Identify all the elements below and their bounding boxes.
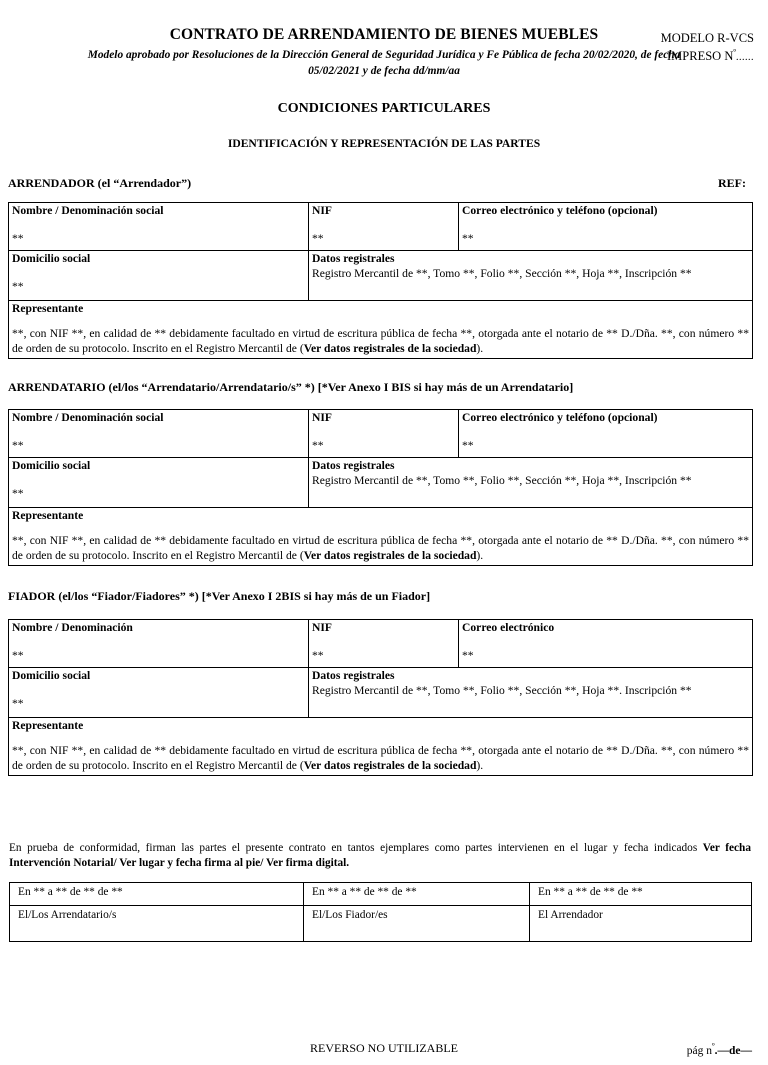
arrendador-registrales-cell (309, 251, 753, 301)
arrendador-name-value[interactable]: ** (12, 231, 24, 245)
arrendatario-email-value[interactable]: ** (462, 438, 474, 452)
fiador-table (8, 619, 753, 776)
arrendatario-heading-row (0, 380, 768, 395)
arrendatario-table (8, 409, 753, 566)
signature-date-arrendador[interactable]: En ** a ** de ** de ** (530, 883, 752, 906)
table-row (9, 717, 753, 775)
arrendador-nif-label: NIF (312, 204, 332, 217)
closing-text-normal: En prueba de conformidad, firman las partes el presente contrato en tantos ejemplares como partes intervienen en el lugar y fecha indicados (9, 841, 703, 854)
arrendador-nif-cell (309, 203, 459, 251)
signature-date-fiador[interactable]: En ** a ** de ** de ** (304, 883, 530, 906)
document-page (0, 26, 768, 1065)
rep-text-part1: **, con NIF **, en calidad de ** debidamente facultado en virtud de escritura pública de fecha **, otorgada ante el notario de ** D./Dña. **, con número ** de orden de su protocolo. Inscrito en el Registro Mercantil de ( (12, 533, 749, 562)
impreso-label: IMPRESO N (667, 48, 734, 63)
table-row (9, 409, 753, 457)
footer-page-rest: .—de— (714, 1044, 752, 1057)
fiador-name-cell (9, 619, 309, 667)
fiador-registrales-cell (309, 667, 753, 717)
closing-text-bold: Ver fecha Intervención Notarial/ Ver lugar y fecha firma al pie/ Ver firma digital. (9, 841, 751, 870)
fiador-nif-cell (309, 619, 459, 667)
fiador-domicilio-cell (9, 667, 309, 717)
arrendador-email-value[interactable]: ** (462, 231, 474, 245)
arrendador-heading-row (0, 176, 768, 191)
rep-text-part2: ). (476, 548, 484, 562)
footer-page-number (687, 1041, 752, 1057)
fiador-heading: FIADOR (el/los “Fiador/Fiadores” *) [*Ver Anexo I 2BIS si hay más de un Fiador] (8, 588, 431, 603)
arrendador-table (8, 202, 753, 359)
signature-name-arrendador: El Arrendador (530, 906, 752, 942)
arrendador-registrales-value[interactable]: Registro Mercantil de **, Tomo **, Folio **, Sección **, Hoja **, Inscripción ** (312, 266, 692, 280)
signature-date-arrendatario[interactable]: En ** a ** de ** de ** (10, 883, 304, 906)
footer-page-label: pág n (686, 1044, 712, 1057)
arrendador-name-label: Nombre / Denominación social (12, 204, 164, 217)
arrendatario-domicilio-value[interactable]: ** (12, 486, 24, 500)
fiador-domicilio-label: Domicilio social (12, 668, 91, 682)
fiador-representante-text[interactable] (12, 743, 749, 773)
table-row (9, 251, 753, 301)
document-subtitle: Modelo aprobado por Resoluciones de la Dirección General de Seguridad Jurídica y Fe Pública de fecha 20/02/2020, de fecha 05/02/2021 y de fecha dd/mm/aa (87, 49, 681, 77)
fiador-nif-label: NIF (312, 620, 332, 634)
arrendatario-nif-label: NIF (312, 410, 332, 424)
impreso-ordinal: º (733, 46, 736, 57)
fiador-representante-cell (9, 717, 753, 775)
arrendatario-registrales-cell (309, 457, 753, 507)
arrendatario-nif-value[interactable]: ** (312, 438, 324, 452)
rep-text-part1: **, con NIF **, en calidad de ** debidamente facultado en virtud de escritura pública de fecha **, otorgada ante el notario de ** D./Dña. **, con número ** de orden de su protocolo. Inscrito en el Registro Mercantil de ( (12, 743, 749, 772)
arrendatario-domicilio-cell (9, 457, 309, 507)
rep-text-part2: ). (476, 341, 484, 355)
rep-text-part2: ). (476, 758, 484, 772)
arrendatario-domicilio-label: Domicilio social (12, 458, 91, 472)
fiador-domicilio-value[interactable]: ** (12, 696, 24, 710)
table-row (9, 667, 753, 717)
signature-names-row (10, 906, 752, 942)
signature-dates-row (10, 883, 752, 906)
footer-page-ordinal: º (711, 1041, 715, 1051)
modelo-code: MODELO R-VCS (660, 31, 754, 45)
fiador-email-label: Correo electrónico (462, 620, 555, 634)
impreso-dots: ...... (736, 51, 754, 63)
table-row (9, 457, 753, 507)
arrendatario-email-label: Correo electrónico y teléfono (opcional) (462, 410, 658, 424)
impreso-number (661, 47, 754, 65)
arrendatario-email-cell (459, 409, 753, 457)
fiador-representante-label: Representante (12, 718, 84, 732)
rep-text-part1: **, con NIF **, en calidad de ** debidamente facultado en virtud de escritura pública de fecha **, otorgada ante el notario de ** D./Dña. **, con número ** de orden de su protocolo. Inscrito en el Registro Mercantil de ( (12, 326, 749, 355)
arrendatario-registrales-label: Datos registrales (312, 458, 395, 472)
table-row (9, 619, 753, 667)
fiador-name-value[interactable]: ** (12, 648, 24, 662)
arrendador-name-cell (9, 203, 309, 251)
fiador-email-value[interactable]: ** (462, 648, 474, 662)
arrendador-representante-cell (9, 301, 753, 359)
document-title: CONTRATO DE ARRENDAMIENTO DE BIENES MUEBLES (169, 26, 599, 43)
arrendatario-registrales-value[interactable]: Registro Mercantil de **, Tomo **, Folio **, Sección **, Hoja **, Inscripción ** (312, 473, 692, 487)
arrendatario-representante-label: Representante (12, 508, 84, 522)
footer-notice: REVERSO NO UTILIZABLE (310, 1041, 458, 1055)
section-subtitle: IDENTIFICACIÓN Y REPRESENTACIÓN DE LAS PARTES (227, 137, 541, 150)
page-footer (0, 1041, 768, 1057)
arrendatario-representante-text[interactable] (12, 533, 749, 563)
table-row (9, 203, 753, 251)
closing-paragraph (9, 841, 751, 872)
arrendatario-representante-cell (9, 507, 753, 565)
arrendador-representante-label: Representante (12, 302, 84, 315)
signature-name-fiador: El/Los Fiador/es (304, 906, 530, 942)
section-title: CONDICIONES PARTICULARES (277, 101, 491, 116)
arrendatario-name-cell (9, 409, 309, 457)
rep-text-bold: Ver datos registrales de la sociedad (303, 341, 477, 355)
table-row (9, 301, 753, 359)
signature-table (9, 882, 752, 942)
ref-label: REF: (718, 176, 746, 190)
arrendador-heading: ARRENDADOR (el “Arrendador”) (8, 176, 192, 190)
arrendador-domicilio-label: Domicilio social (12, 252, 91, 265)
arrendador-email-label: Correo electrónico y teléfono (opcional) (462, 204, 658, 217)
signature-name-arrendatario: El/Los Arrendatario/s (10, 906, 304, 942)
arrendador-domicilio-value[interactable]: ** (12, 279, 24, 293)
fiador-registrales-label: Datos registrales (312, 668, 395, 682)
arrendatario-name-label: Nombre / Denominación social (12, 410, 164, 424)
arrendador-registrales-label: Datos registrales (312, 252, 395, 265)
fiador-email-cell (459, 619, 753, 667)
table-row (9, 507, 753, 565)
fiador-registrales-value[interactable]: Registro Mercantil de **, Tomo **, Folio **, Sección **, Hoja **. Inscripción ** (312, 683, 692, 697)
arrendador-representante-text[interactable] (12, 326, 749, 356)
fiador-nif-value[interactable]: ** (312, 648, 324, 662)
rep-text-bold: Ver datos registrales de la sociedad (303, 758, 477, 772)
arrendador-domicilio-cell (9, 251, 309, 301)
arrendatario-name-value[interactable]: ** (12, 438, 24, 452)
arrendatario-heading: ARRENDATARIO (el/los “Arrendatario/Arrendatario/s” *) [*Ver Anexo I BIS si hay más de un Arrendatario] (8, 379, 574, 394)
rep-text-bold: Ver datos registrales de la sociedad (303, 548, 477, 562)
model-identification-block (661, 30, 754, 64)
fiador-heading-row (0, 589, 768, 604)
arrendador-email-cell (459, 203, 753, 251)
arrendador-nif-value[interactable]: ** (312, 231, 324, 245)
fiador-name-label: Nombre / Denominación (12, 620, 133, 634)
arrendatario-nif-cell (309, 409, 459, 457)
